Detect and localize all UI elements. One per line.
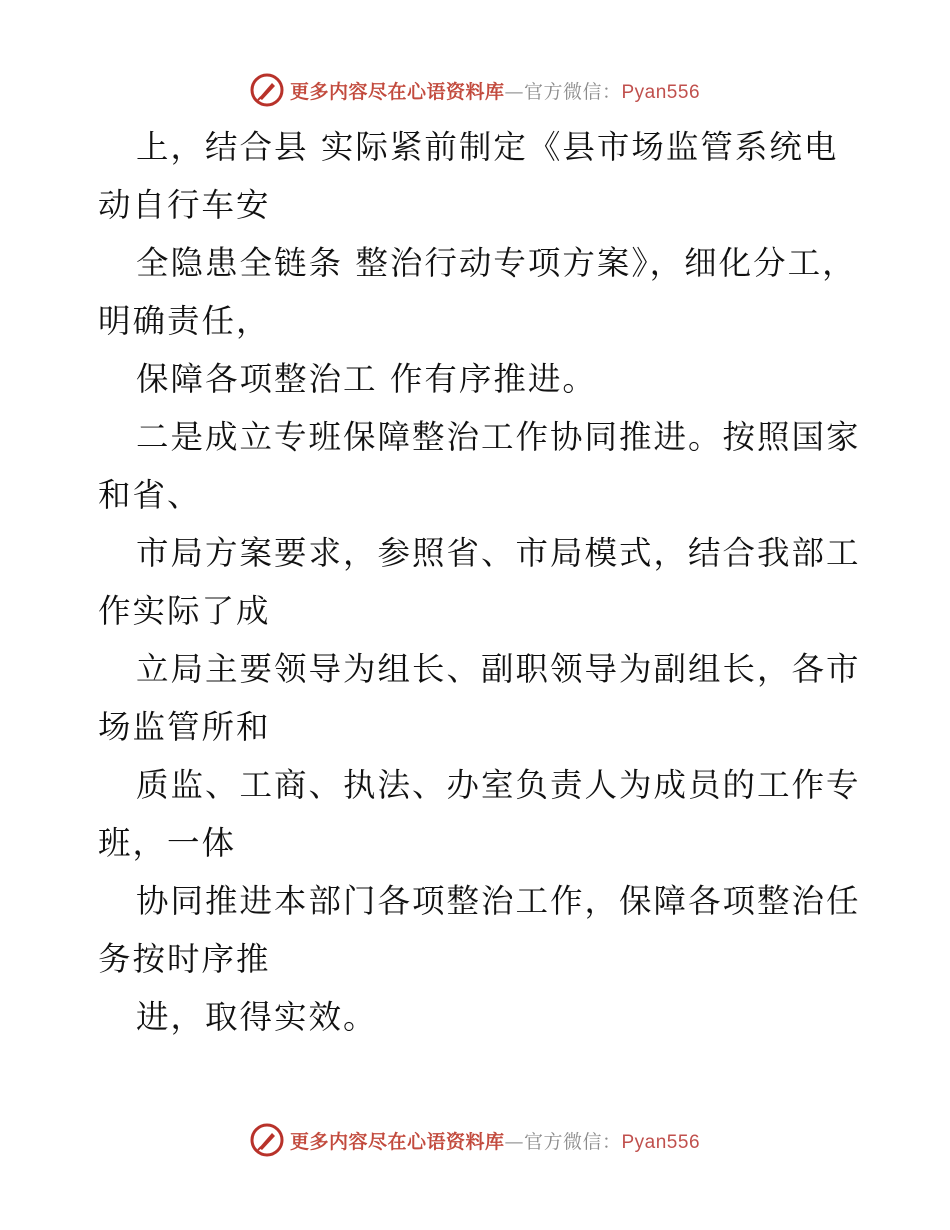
watermark-dash: —	[504, 80, 524, 103]
text-line: 全隐患全链条 整治行动专项方案》，细化分工，	[136, 244, 857, 282]
footer-watermark	[0, 1120, 950, 1160]
watermark-wechat-id: Pyan556	[621, 1131, 701, 1153]
watermark-wechat-id: Pyan556	[621, 81, 701, 103]
watermark-brand: 更多内容尽在心语资料库	[289, 1130, 505, 1153]
text-line: 二是成立专班保障整治工作协同推进。按照国家	[136, 418, 861, 456]
header-watermark	[0, 70, 950, 110]
text-line: 质监、工商、执法、办室负责人为成员的工作专	[136, 766, 861, 804]
watermark-text	[290, 1127, 700, 1154]
text-line: 保障各项整治工 作有序推进。	[136, 360, 597, 398]
text-line: 上，结合县 实际紧前制定《县市场监管系统电	[136, 128, 839, 166]
watermark-wechat-label: 官方微信：	[523, 80, 622, 103]
watermark-text	[290, 77, 700, 104]
quill-logo-icon	[250, 1123, 284, 1157]
watermark-dash: —	[504, 1130, 524, 1153]
text-line: 班，一体	[98, 824, 237, 862]
text-line: 明确责任，	[98, 302, 271, 340]
text-line: 市局方案要求，参照省、市局模式，结合我部工	[136, 534, 861, 572]
document-body	[98, 118, 861, 1046]
watermark-brand: 更多内容尽在心语资料库	[289, 80, 505, 103]
text-line: 进，取得实效。	[136, 998, 378, 1036]
text-line: 立局主要领导为组长、副职领导为副组长，各市	[136, 650, 861, 688]
text-line: 务按时序推	[98, 940, 271, 978]
text-line: 协同推进本部门各项整治工作，保障各项整治任	[136, 882, 861, 920]
text-line: 动自行车安	[98, 186, 271, 224]
quill-logo-icon	[250, 73, 284, 107]
text-line: 作实际了成	[98, 592, 271, 630]
text-line: 和省、	[98, 476, 202, 514]
text-line: 场监管所和	[98, 708, 271, 746]
watermark-wechat-label: 官方微信：	[523, 1130, 622, 1153]
